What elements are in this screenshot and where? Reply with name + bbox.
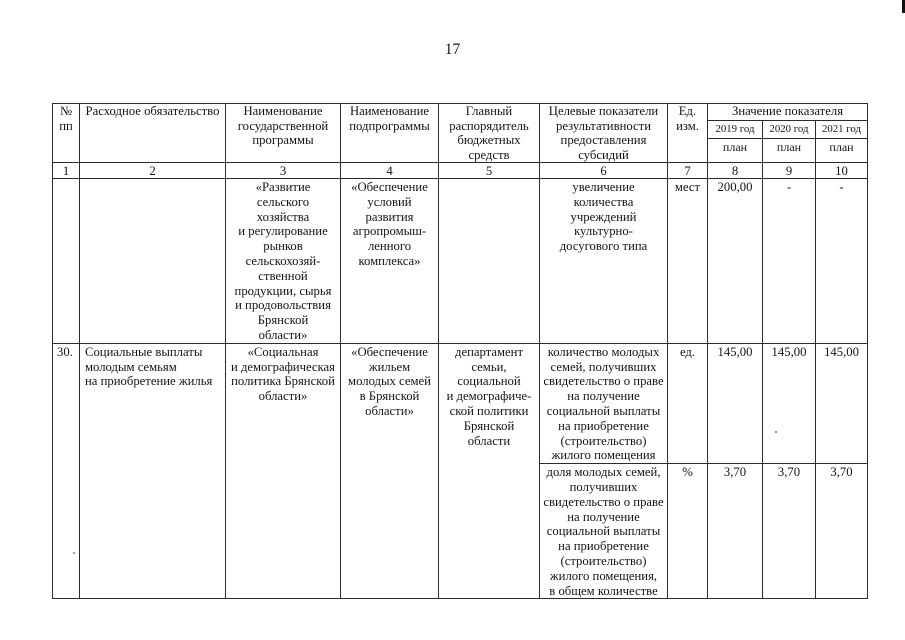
- column-numbers-row: [53, 163, 868, 179]
- table-body: [53, 163, 868, 599]
- value-2019-cell: 200,00: [708, 179, 763, 344]
- header-obligation: Расходное обязательство: [80, 104, 226, 163]
- indicator-name-cell: количество молодых семей, получивших свидетельство о праве на получение социальной выплаты на приобретение (строительство) жилого помещения: [540, 343, 668, 463]
- header-plan-2020: план: [763, 139, 816, 163]
- manager-cell: [439, 179, 540, 344]
- value-2021-cell: 3,70: [816, 464, 868, 599]
- header-unit: Ед. изм.: [668, 104, 708, 163]
- column-number: 7: [668, 163, 708, 179]
- table-row: [53, 179, 868, 344]
- value-2020-cell: 3,70: [763, 464, 816, 599]
- column-number: 10: [816, 163, 868, 179]
- value-2021-cell: -: [816, 179, 868, 344]
- obligation-cell: [80, 179, 226, 344]
- value-2020-cell: 145,00: [763, 343, 816, 463]
- table-row: [53, 343, 868, 463]
- column-number: 3: [226, 163, 341, 179]
- scan-speck: [73, 552, 75, 554]
- manager-cell: департамент семьи, социальной и демографиче- ской политики Брянской области: [439, 343, 540, 599]
- budget-table: [52, 103, 868, 599]
- value-2019-cell: 145,00: [708, 343, 763, 463]
- row-number-cell: [53, 179, 80, 344]
- program-cell: «Социальная и демографическая политика Брянской области»: [226, 343, 341, 599]
- page-number: 17: [444, 41, 461, 58]
- header-manager: Главный распорядитель бюджетных средств: [439, 104, 540, 163]
- header-plan-2021: план: [816, 139, 868, 163]
- table-header: [53, 104, 868, 163]
- subprogram-cell: «Обеспечение жильем молодых семей в Брянской области»: [341, 343, 439, 599]
- scan-speck: [775, 431, 777, 433]
- header-plan-2019: план: [708, 139, 763, 163]
- header-num: № пп: [53, 104, 80, 163]
- column-number: 6: [540, 163, 668, 179]
- obligation-cell: Социальные выплаты молодым семьям на приобретение жилья: [80, 343, 226, 599]
- indicator-unit-cell: %: [668, 464, 708, 599]
- column-number: 8: [708, 163, 763, 179]
- column-number: 9: [763, 163, 816, 179]
- value-2019-cell: 3,70: [708, 464, 763, 599]
- header-year-2020: 2020 год: [763, 121, 816, 139]
- value-2020-cell: -: [763, 179, 816, 344]
- header-year-2021: 2021 год: [816, 121, 868, 139]
- indicator-unit-cell: ед.: [668, 343, 708, 463]
- value-2021-cell: 145,00: [816, 343, 868, 463]
- indicator-unit-cell: мест: [668, 179, 708, 344]
- header-program: Наименование государственной программы: [226, 104, 341, 163]
- row-number-cell: 30.: [53, 343, 80, 599]
- program-cell: «Развитие сельского хозяйства и регулирование рынков сельскохозяй- ственной продукции, сырья и продовольствия Брянской области»: [226, 179, 341, 344]
- column-number: 4: [341, 163, 439, 179]
- header-value-group: Значение показателя: [708, 104, 868, 121]
- header-indicators: Целевые показатели результативности предоставления субсидий: [540, 104, 668, 163]
- header-row: [53, 104, 868, 121]
- column-number: 5: [439, 163, 540, 179]
- indicator-name-cell: доля молодых семей, получивших свидетельство о праве на получение социальной выплаты на приобретение (строительство) жилого помещения, в общем количестве: [540, 464, 668, 599]
- column-number: 2: [80, 163, 226, 179]
- subprogram-cell: «Обеспечение условий развития агропромыш- ленного комплекса»: [341, 179, 439, 344]
- column-number: 1: [53, 163, 80, 179]
- header-year-2019: 2019 год: [708, 121, 763, 139]
- indicator-name-cell: увеличение количества учреждений культурно- досугового типа: [540, 179, 668, 344]
- header-subprogram: Наименование подпрограммы: [341, 104, 439, 163]
